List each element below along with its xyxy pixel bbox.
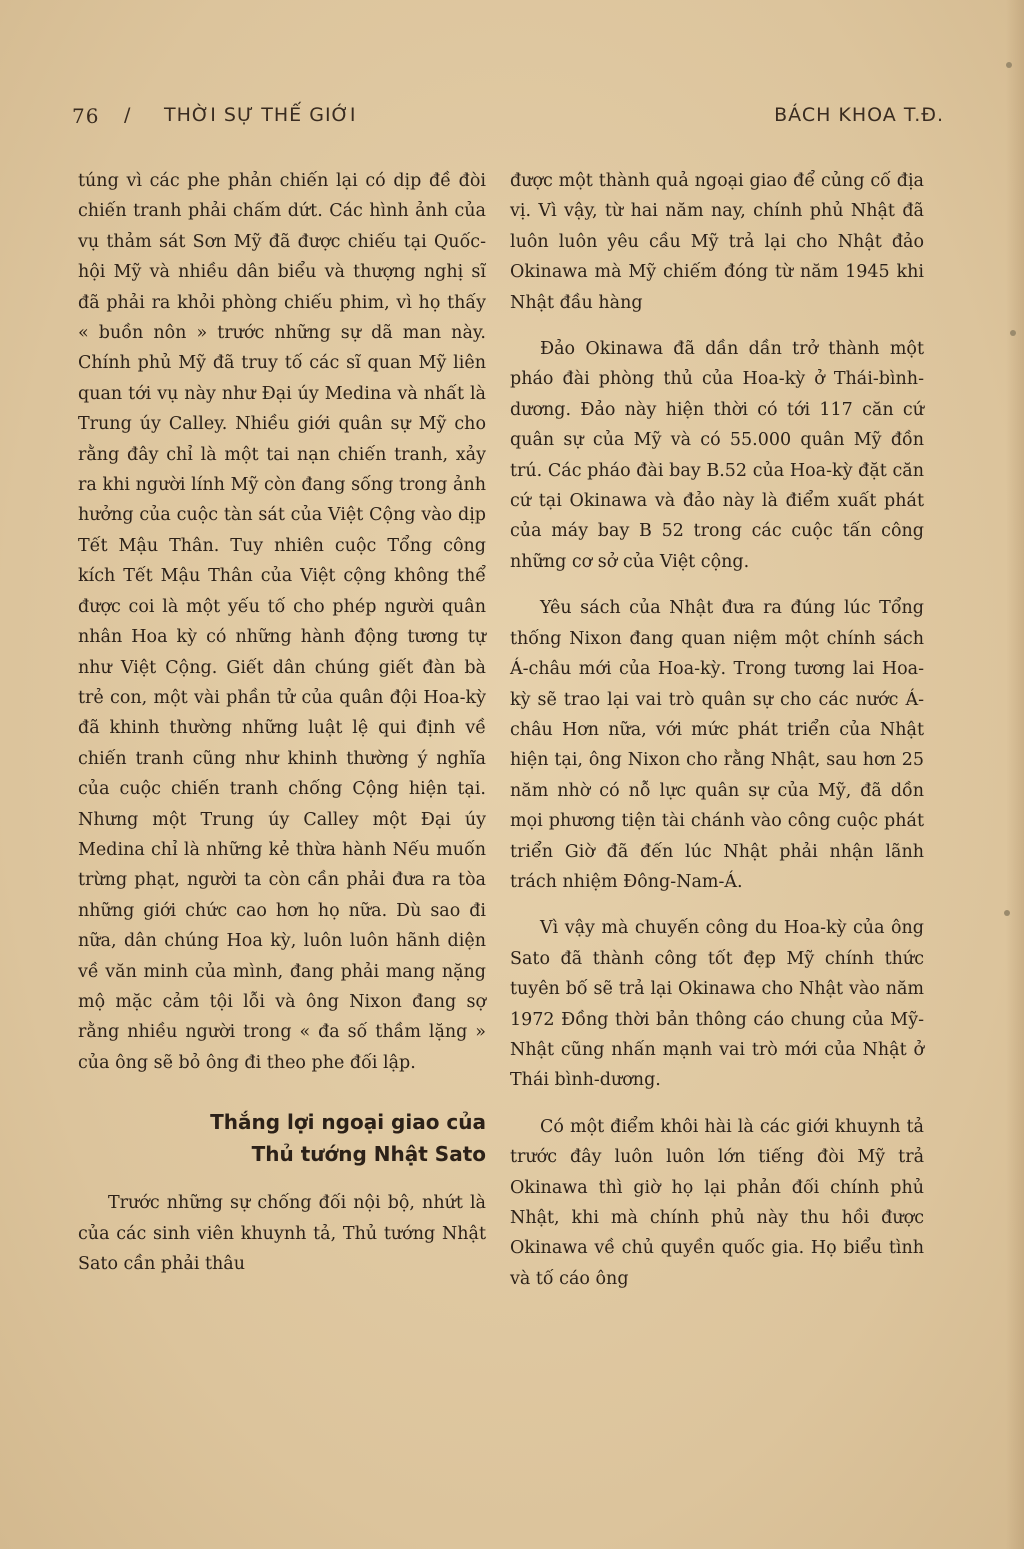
paper-speck xyxy=(1006,62,1012,68)
right-paragraph-5: Có một điểm khôi hài là các giới khuynh tả trước đây luôn luôn lớn tiếng đòi Mỹ trả Okinawa thì giờ họ lại phản đối chính phủ Nhật, khi mà chính phủ này thu hồi được Okinawa về chủ quyền quốc gia. Họ biểu tình và tố cáo ông xyxy=(510,1116,924,1289)
paper-speck xyxy=(1010,330,1016,336)
right-paragraph-3: Yêu sách của Nhật đưa ra đúng lúc Tổng thống Nixon đang quan niệm một chính sách Á-châu mới của Hoa-kỳ. Trong tương lai Hoa-kỳ sẽ trao lại vai trò quân sự cho các nước Á-châu Hơn nữa, với mức phát triển của Nhật hiện tại, ông Nixon cho rằng Nhật, sau hơn 25 năm nhờ có nỗ lực quân sự của Mỹ, đã dồn mọi phương tiện tài chánh vào công cuộc phát triển Giờ đã đến lúc Nhật phải nhận lãnh trách nhiệm Đông-Nam-Á. xyxy=(510,598,924,892)
paper-speck xyxy=(1004,910,1010,916)
page-number: 76 xyxy=(72,104,100,128)
heading-line-2: Thủ tướng Nhật Sato xyxy=(251,1142,486,1167)
page-edge-stain xyxy=(1006,0,1024,1549)
left-paragraph-1: túng vì các phe phản chiến lại có dịp đề đòi chiến tranh phải chấm dứt. Các hình ảnh của vụ thảm sát Sơn Mỹ đã được chiếu tại Quốc-hội Mỹ và nhiều dân biểu và thượng nghị sĩ đã phải ra khỏi phòng chiếu phim, vì họ thấy « buồn nôn » trước những sự dã man này. Chính phủ Mỹ đã truy tố các sĩ quan Mỹ liên quan tới vụ này như Đại úy Medina và nhất là Trung úy Calley. Nhiều giới quân sự Mỹ cho rằng đây chỉ là một tai nạn chiến tranh, xảy ra khi người lính Mỹ còn đang sống trong ảnh hưởng của cuộc tàn sát của Việt Cộng vào dịp Tết Mậu Thân. Tuy nhiên cuộc Tổng công kích Tết Mậu Thân của Việt cộng không thể được coi là một yếu tố cho phép người quân nhân Hoa kỳ có những hành động tương tự như Việt Cộng. Giết dân chúng giết đàn bà trẻ con, một vài phần tử của quân đội Hoa-kỳ đã khinh thường những luật lệ qui định về chiến tranh cũng như khinh thường ý nghĩa của cuộc chiến tranh chống Cộng hiện tại. Nhưng một Trung úy Calley một Đại úy Medina chỉ là những kẻ thừa hành Nếu muốn trừng phạt, người ta còn cần phải đưa ra tòa những giới chức cao hơn họ nữa. Dù sao đi nữa, dân chúng Hoa kỳ, luôn luôn hãnh diện về văn minh của mình, đang phải mang nặng mộ mặc cảm tội lỗi và ông Nixon đang sợ rằng nhiều người trong « đa số thầm lặng » của ông sẽ bỏ ông đi theo phe đối lập. xyxy=(78,171,486,1073)
right-column xyxy=(510,166,924,1310)
journal-name: BÁCH KHOA T.Đ. xyxy=(774,104,944,126)
section-heading xyxy=(78,1106,486,1170)
page-header xyxy=(72,104,944,134)
left-column xyxy=(78,166,486,1279)
section-title: THỜI SỰ THẾ GIỚI xyxy=(164,104,357,126)
right-paragraph-2: Đảo Okinawa đã dần dần trở thành một pháo đài phòng thủ của Hoa-kỳ ở Thái-bình-dương. Đảo này hiện thời có tới 117 căn cứ quân sự của Mỹ và có 55.000 quân Mỹ đồn trú. Các pháo đài bay B.52 của Hoa-kỳ đặt căn cứ tại Okinawa và đảo này là điểm xuất phát của máy bay B 52 trong các cuộc tấn công những cơ sở của Việt cộng. xyxy=(510,339,924,572)
right-paragraph-1: được một thành quả ngoại giao để củng cố địa vị. Vì vậy, từ hai năm nay, chính phủ Nhật đã luôn luôn yêu cầu Mỹ trả lại cho Nhật đảo Okinawa mà Mỹ chiếm đóng từ năm 1945 khi Nhật đầu hàng xyxy=(510,171,924,313)
header-separator: / xyxy=(124,104,132,126)
heading-line-1: Thắng lợi ngoại giao của xyxy=(210,1110,486,1135)
left-paragraph-2: Trước những sự chống đối nội bộ, nhứt là của các sinh viên khuynh tả, Thủ tướng Nhật Sato cần phải thâu xyxy=(78,1193,486,1274)
right-paragraph-4: Vì vậy mà chuyến công du Hoa-kỳ của ông Sato đã thành công tốt đẹp Mỹ chính thức tuyên bố sẽ trả lại Okinawa cho Nhật vào năm 1972 Đồng thời bản thông cáo chung của Mỹ-Nhật cũng nhấn mạnh vai trò mới của Nhật ở Thái bình-dương. xyxy=(510,918,924,1091)
